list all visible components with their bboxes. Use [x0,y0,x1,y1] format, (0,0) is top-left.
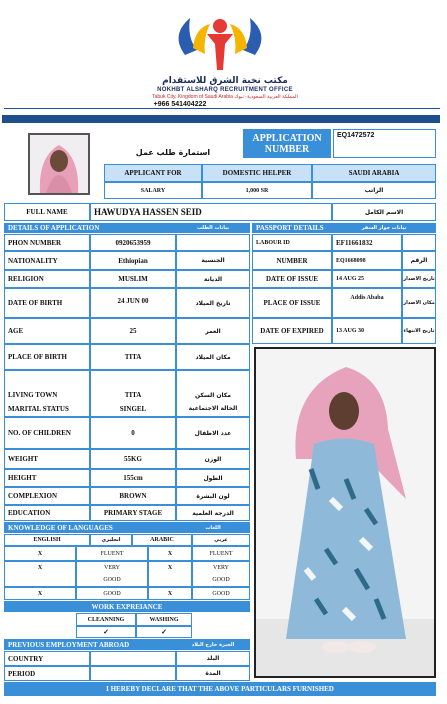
detail-value-nationality: Ethiopian [90,251,176,270]
full-name-label: FULL NAME [4,203,90,221]
detail-label-weight: WEIGHT [4,449,90,469]
lang-en-mark-very-good [4,574,76,587]
previous-country-label: COUNTRY [4,651,90,666]
detail-value-dob: 24 JUN 00 [90,288,176,318]
previous-country-ar: البلد [176,651,250,666]
previous-header-ar: الخبرة خارج البلاد [176,639,250,650]
detail-ar-marital: الحالة الاجتماعية [176,401,250,417]
lang-en-level-fluent: FLUENT [76,546,148,561]
detail-label-children: NO. OF CHILDREN [4,417,90,449]
passport-ar-place-issue: مكان الاصدار [402,288,436,318]
passport-value-date-expired: 13 AUG 30 [332,318,402,344]
passport-value-number: EQ1668098 [332,251,402,270]
detail-ar-living-town: مكان السكن [176,370,250,402]
detail-ar-complexion: لون البشرة [176,487,250,505]
previous-header: PREVIOUS EMPLOYMENT ABROAD [4,639,176,650]
detail-label-place-of-birth: PLACE OF BIRTH [4,344,90,370]
lang-ar-mark-very: X [148,561,192,574]
passport-value-date-issue: 14 AUG 25 [332,270,402,288]
details-header: DETAILS OF APPLICATION [4,223,176,233]
passport-label-date-expired: DATE OF EXPIRED [252,318,332,344]
lang-en-level-good: GOOD [76,587,148,600]
passport-ar-number: الرقم [402,251,436,270]
lang-ar-mark-good: X [148,587,192,600]
previous-period-value [90,666,176,681]
previous-country-value [90,651,176,666]
company-phone: +966 541404222 [153,101,207,108]
applicant-for-label: APPLICANT FOR [104,164,202,182]
lang-english-label: ENGLISH [4,534,90,546]
passport-value-place-issue: Addis Ababa [332,288,402,318]
lang-ar-mark-very-good [148,574,192,587]
detail-value-phone: 0920653959 [90,234,176,251]
detail-ar-height: الطول [176,469,250,487]
work-washing-check: ✓ [136,626,192,638]
passport-label-number: NUMBER [252,251,332,270]
passport-ar-date-issue: تاريخ الاصدار [402,270,436,288]
work-cleanning-check: ✓ [76,626,136,638]
lang-arabic-ar: عربي [192,534,250,546]
header-divider [4,108,440,109]
applicant-photo-full [254,347,436,678]
passport-label-place-issue: PLACE OF ISSUE [252,288,332,318]
lang-ar-level-good: GOOD [192,587,250,600]
detail-value-education: PRIMARY STAGE [90,505,176,521]
detail-label-religion: RELIGION [4,270,90,288]
detail-value-age: 25 [90,318,176,344]
salary-label: SALARY [104,182,202,199]
lang-ar-level-very-good: GOOD [192,574,250,587]
detail-value-place-of-birth: TITA [90,344,176,370]
detail-label-nationality: NATIONALITY [4,251,90,270]
applicant-photo-small [28,133,90,195]
lang-en-mark-very: X [4,561,76,574]
applicant-for-value: DOMESTIC HELPER [202,164,312,182]
company-logo [165,10,275,78]
detail-label-dob: DATE OF BIRTH [4,288,90,318]
lang-ar-mark-fluent: X [148,546,192,561]
work-washing-label: WASHING [136,613,192,626]
detail-label-education: EDUCATION [4,505,90,521]
lang-en-level-very-good: GOOD [76,574,148,587]
salary-ar: الراتب [312,182,436,199]
languages-header: KNOWLEDGE OF LANGUAGES [4,522,176,533]
passport-header-ar: بيانات جواز السفر [332,223,436,233]
full-name-ar: الاسم الكامل [332,203,436,221]
work-cleanning-label: CLEANNING [76,613,136,626]
detail-ar-nationality: الجنسية [176,251,250,270]
work-header: WORK EXPREIANCE [4,601,250,612]
detail-ar-phone [176,234,250,251]
passport-label-date-issue: DATE OF ISSUE [252,270,332,288]
lang-english-ar: انجليزي [90,534,132,546]
passport-ar-date-expired: تاريخ الانتهاء [402,318,436,344]
passport-ar-labour-id [402,234,436,251]
passport-label-labour-id: LABOUR ID [252,234,332,251]
detail-value-children: 0 [90,417,176,449]
application-number-value: EQ1472572 [333,129,436,158]
detail-value-living-town: TITA [90,370,176,402]
applicant-country: SAUDI ARABIA [312,164,436,182]
detail-value-complexion: BROWN [90,487,176,505]
salary-value: 1,000 SR [202,182,312,199]
lang-en-mark-fluent: X [4,546,76,561]
lang-en-mark-good: X [4,587,76,600]
application-number-label: APPLICATION NUMBER [243,129,331,158]
lang-ar-level-very: VERY [192,561,250,574]
details-header-ar: بيانات الطلب [176,223,250,233]
top-bar [2,115,440,123]
detail-ar-education: الدرجة العلمية [176,505,250,521]
form-title-ar: استمارة طلب عمل [135,148,211,157]
passport-header: PASSPORT DETAILS [252,223,332,233]
detail-label-complexion: COMPLEXION [4,487,90,505]
detail-ar-age: العمر [176,318,250,344]
detail-ar-dob: تاريخ الميلاد [176,288,250,318]
previous-period-label: PERIOD [4,666,90,681]
company-address: Tabuk City, Kingdom of Saudi Arabia المملكة العربية السعودية- تبوك [152,94,298,100]
detail-label-height: HEIGHT [4,469,90,487]
lang-en-level-very: VERY [76,561,148,574]
lang-ar-level-fluent: FLUENT [192,546,250,561]
company-name-en: NOKHBT ALSHARQ RECRUITMENT OFFICE [157,87,293,93]
detail-label-living-town: LIVING TOWN [4,370,90,402]
detail-label-marital: MARITAL STATUS [4,401,90,417]
previous-period-ar: المدة [176,666,250,681]
detail-ar-place-of-birth: مكان الميلاد [176,344,250,370]
detail-value-height: 155cm [90,469,176,487]
detail-label-age: AGE [4,318,90,344]
detail-ar-weight: الوزن [176,449,250,469]
detail-value-marital: SINGEL [90,401,176,417]
lang-arabic-label: ARABIC [132,534,192,546]
detail-ar-children: عدد الاطفال [176,417,250,449]
detail-label-phone: PHON NUMBER [4,234,90,251]
footer-declaration: I HEREBY DECLARE THAT THE ABOVE PARTICULARS FURNISHED [4,682,436,696]
passport-value-labour-id: EF11661832 [332,234,402,251]
company-name-ar: مكتب نخبة الشرق للاستقدام [162,76,288,86]
languages-header-ar: اللغات [176,522,250,533]
detail-ar-religion: الديانة [176,270,250,288]
detail-value-religion: MUSLIM [90,270,176,288]
full-name-value: HAWUDYA HASSEN SEID [90,203,332,221]
detail-value-weight: 55KG [90,449,176,469]
